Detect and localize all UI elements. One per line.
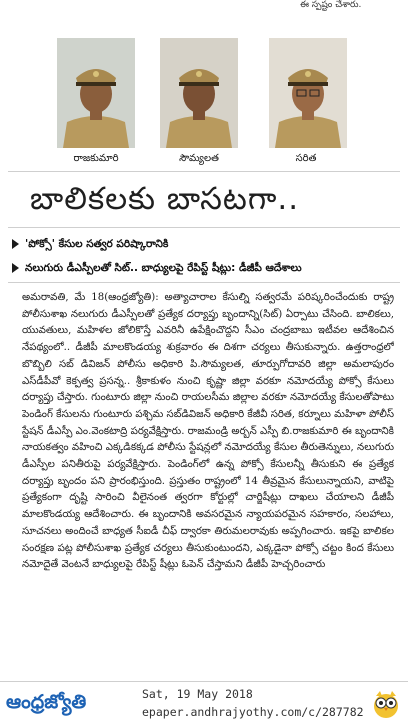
- article-body: అమరావతి, మే 18(ఆంధ్రజ్యోతి): అత్యాచారాల కేసుల్ని సత్వరమే పరిష్కరించేందుకు రాష్ట్ర పోలీసుశాఖ నలుగురు డీఎస్పీలతో ప్రత్యేక దర్యాప్తు బృందాన్ని(సిట్) ఏర్పాటు చేసింది. బాలికలు, యువతులు, మహిళల జోలికొస్తే ఎవరినీ ఉపేక్షించొద్దని సీఎం చంద్రబాబు ఇటీవల ఆదేశించిన నేపథ్యంలో.. డీజీపీ మాలకొండయ్య శుక్రవారం ఈ దిశగా చర్యలు తీసుకున్నారు. ఉత్తరాంధ్రలో బొబ్బిలి సబ్ డివిజన్ పోలీసు అధికారి పి.సౌమ్యలత, తూర్పుగోదావరి జిల్లా అమలాపురం ఎస్‌డీపీవో కెక్పత్వ ప్రసన్న.. శ్రీకాకుళం నుంచి కృష్ణా జిల్లా వరకూ నమోదయ్యే పోక్సో కేసులు దర్యాప్తు చేస్తారు. గుంటూరు జిల్లా నుంచి రాయలసీమ జిల్లాల వరకూ నమోదయ్యే కేసులతోపాటు పెండింగ్ కేసులను గుంటూరు పశ్చిమ సబ్‌డివిజన్ అధికారి కేజీవీ సరిత, కర్నూలు మహిళా పోలీస్ స్టేషన్ డీఎస్పీ ఎం.వెంకటాద్రి పర్యవేక్షిస్తారు. రాజమండ్రి అర్బన్ ఎస్పీ బి.రాజకుమారి ఈ బృందానికి నాయకత్వం వహించి ఎక్కడికక్కడ పోలీసు స్టేషన్లలో నమోదయ్యే కేసుల తీరుతెన్నులు, నలుగురు డీఎస్పీల పనితీరుపై పర్యవేక్షిస్తారు. పెండింగ్‌లో ఉన్న పోక్సో కేసులన్నీ తీసుకుని ఈ ప్రత్యేక దర్యాప్తు బృందం పని ప్రారంభిస్తుంది. ప్రస్తుతం రాష్ట్రంలో 14 తీవ్రమైన కేసులున్నాయని, వాటిపై ప్రత్యేకంగా దృష్టి సారించి వీలైనంత త్వరగా కోర్టుల్లో చార్జిషీట్లు దాఖలు చేయాలని డీజీపీ మాలకొండయ్య ఆదేశించారు. ఈ బృందానికి అవసరమైన న్యాయపరమైన సహకారం, సలహాలు, సూచనలు అందించే బాధ్యత సీఐడీ చీఫ్ ద్వారకా తిరుమలరావుకు అప్పగించారు. ఇకపై బాలికల సంరక్షణ పట్ల పోలీసుశాఖ ప్రత్యేక చర్యలు తీసుకుంటుందని, ఎక్కడైనా పోక్సో చట్టం కింద కేసులు నమోదైతే వెంటనే బాధ్యులపై రేపిస్ట్ షీట్లు ఓపెన్ చేస్తామని డీజీపీ హెచ్చరించారు: [22, 292, 394, 571]
- subheadline-text: నలుగురు డీఎస్పీలతో సిట్.. బాధ్యులపై రేపిస్ట్ షీట్లు: డీజీపీ ఆదేశాలు: [25, 262, 302, 274]
- subheadline-text: 'పోక్సో' కేసుల సత్వర పరిష్కారానికి: [25, 238, 169, 250]
- officer-portrait-image: [160, 38, 238, 148]
- divider: [8, 282, 400, 283]
- epaper-link[interactable]: epaper.andhrajyothy.com/c/287782: [142, 705, 364, 719]
- page-footer: [0, 681, 408, 722]
- photo-caption: రాజకుమారి: [73, 153, 119, 164]
- subheadline: [12, 258, 302, 278]
- headline: బాలికలకు బాసటగా..: [30, 181, 300, 217]
- owl-icon: [370, 687, 402, 719]
- bullet-icon: [12, 239, 19, 249]
- publication-logo: ఆంధ్రజ్యోతి: [6, 691, 87, 713]
- edition-date: Sat, 19 May 2018: [142, 687, 253, 701]
- divider: [8, 227, 400, 228]
- officer-photo-soumyalatha: [160, 38, 238, 148]
- photo-caption: సరిత: [295, 153, 317, 164]
- officer-portrait-image: [57, 38, 135, 148]
- officer-photo-rajakumari: [57, 38, 135, 148]
- continued-text-fragment: ఈ స్పష్టం చేశారు.: [300, 0, 362, 10]
- divider: [8, 171, 400, 172]
- officer-photo-saritha: [269, 38, 347, 148]
- subheadline: [12, 234, 168, 254]
- officer-portrait-image: [269, 38, 347, 148]
- bullet-icon: [12, 263, 19, 273]
- photo-caption: సౌమ్యలత: [179, 153, 219, 164]
